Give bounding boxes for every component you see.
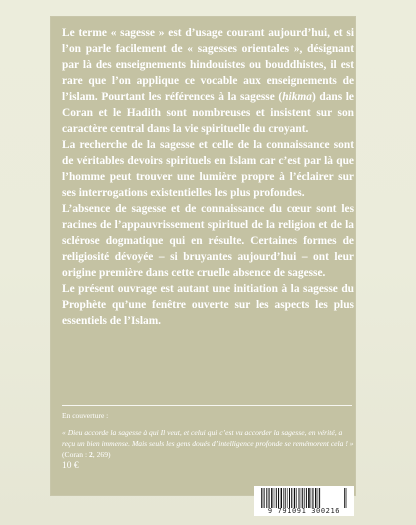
barcode-bar	[301, 488, 302, 508]
barcode-bars	[260, 488, 348, 508]
barcode-bar	[294, 488, 295, 508]
barcode-bar	[266, 488, 267, 508]
barcode-bar	[299, 488, 300, 508]
cover-label: En couverture :	[62, 411, 109, 420]
barcode-bar	[304, 488, 305, 508]
barcode-bar	[263, 488, 264, 508]
barcode-bar	[276, 488, 277, 508]
barcode-bar	[281, 488, 282, 508]
paragraph-4: Le présent ouvrage est autant une initiation à la sagesse du Prophète qu’une fenêtre ouverte sur les aspects les plus essentiels de l’Islam.	[62, 283, 354, 327]
barcode-bar	[308, 488, 310, 508]
barcode-bar	[306, 488, 307, 508]
blurb	[62, 25, 354, 329]
paragraph-2: La recherche de la sagesse et celle de la connaissance sont de véritables devoirs spirituels en Islam car c’est par là que l’homme peut trouver une lumière propre à l’éclairer sur ses interrogations existentielles les plus profondes.	[62, 139, 354, 199]
barcode-bar	[261, 488, 262, 508]
barcode-bar	[274, 488, 275, 508]
barcode-bar	[344, 488, 345, 508]
barcode-bar	[315, 488, 316, 508]
paragraph-1	[62, 25, 354, 137]
barcode-bar	[283, 488, 284, 508]
paragraph-1-end: ) dans le Coran et le Hadith sont nombreuses et insistent sur son caractère central dans la vie spirituelle du croyant.	[62, 91, 354, 135]
barcode-bar	[271, 488, 272, 508]
barcode-bar	[318, 488, 319, 508]
paragraph-1-start: Le terme « sagesse » est d’usage courant aujourd’hui, et si l’on parle facilement de « sagesses orientales », désignant par là des enseignements hindouistes ou bouddhistes, il est rare que l’on applique ce vocable aux enseignements de l’islam. Pourtant les références à la sagesse (	[62, 27, 354, 103]
barcode-bar	[278, 488, 279, 508]
barcode-bar	[269, 488, 270, 508]
paragraph-3: L’absence de sagesse et de connaissance du cœur sont les racines de l’appauvrissement spirituel de la religion et de la sclérose dogmatique qui en résulte. Certaines formes de religiosité dévoyée – si bruyantes aujourd’hui – ont leur origine première dans cette cruelle absence de sagesse.	[62, 203, 354, 279]
quote-text: « Dieu accorde la sagesse à qui Il veut, et celui qui c’est vu accorder la sagesse, en vérité, a reçu un bien immense. Mais seuls les gens doués d’intelligence profonde se remémorent cela ! »	[62, 428, 354, 448]
barcode-bar	[302, 488, 303, 508]
barcode-bar	[264, 488, 265, 508]
barcode-digits: 9 791091 300216	[267, 507, 341, 515]
quote-ref-prefix: (Coran :	[62, 450, 89, 459]
barcode-bar	[287, 488, 288, 508]
barcode-bar	[346, 488, 347, 508]
barcode-bar	[289, 488, 290, 508]
barcode-bar	[311, 488, 312, 508]
quote-ref-chapter: 2	[89, 450, 93, 459]
cover-quote	[62, 427, 354, 460]
barcode-bar	[319, 488, 320, 508]
barcode-bar	[285, 488, 286, 508]
barcode-bar	[312, 488, 313, 508]
barcode-bar	[291, 488, 292, 508]
divider	[62, 405, 352, 406]
barcode-bar	[296, 488, 297, 508]
quote-ref-suffix: , 269)	[92, 450, 111, 459]
barcode	[254, 486, 354, 516]
paragraph-1-term: hikma	[282, 91, 312, 103]
price: 10 €	[62, 461, 79, 471]
